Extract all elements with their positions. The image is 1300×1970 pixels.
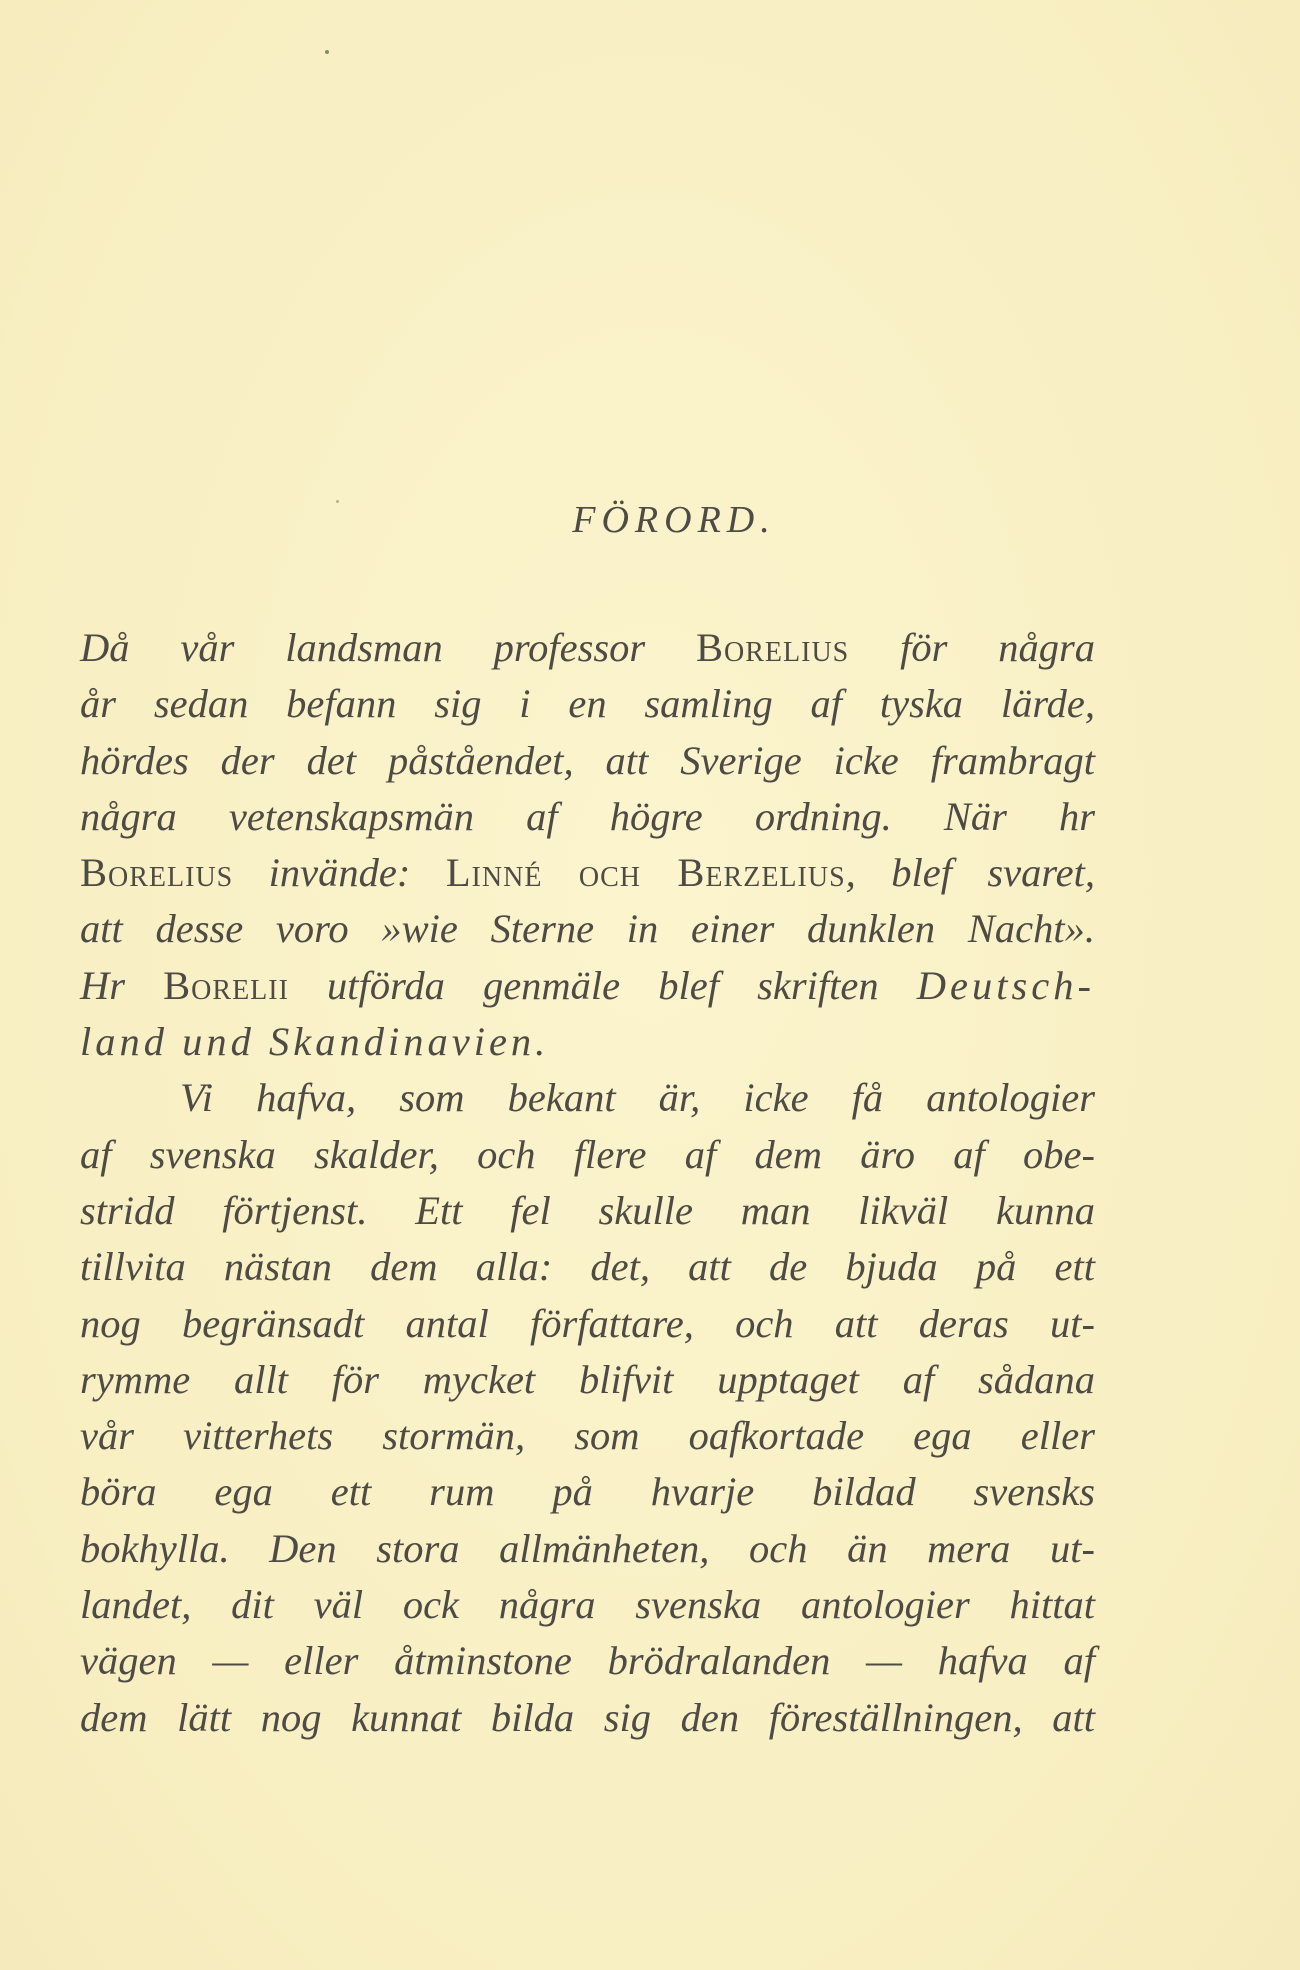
text-line <box>80 620 1095 676</box>
text-line <box>80 1014 1095 1070</box>
text-run: Då vår landsman professor <box>80 625 696 670</box>
text-line <box>80 845 1095 901</box>
text-run: af svenska skalder, och flere af dem äro af obe- <box>80 1131 1095 1177</box>
text-run: år sedan befann sig i en samling af tyska lärde, <box>80 681 1095 727</box>
text-line <box>80 1408 1095 1464</box>
text-run: Hr <box>80 962 164 1008</box>
text-run: Deutsch- <box>916 962 1095 1008</box>
text-run: böra ega ett rum på hvarje bildad svensks <box>80 1469 1095 1515</box>
text-line <box>80 733 1095 789</box>
text-run: tillvita nästan dem alla: det, att de bjuda på ett <box>80 1244 1095 1290</box>
small-caps-name: och <box>542 850 678 896</box>
text-line <box>80 1127 1095 1183</box>
text-run: hördes der det påståendet, att Sverige icke frambragt <box>80 737 1095 783</box>
text-line <box>80 1633 1095 1689</box>
text-run: bokhylla. Den stora allmänheten, och än mera ut- <box>80 1525 1095 1571</box>
text-line <box>80 1183 1095 1239</box>
text-line <box>80 958 1095 1014</box>
text-run: nog begränsadt antal författare, och att deras ut- <box>80 1300 1095 1346</box>
text-run: dem lätt nog kunnat bilda sig den föreställningen, att <box>80 1694 1095 1740</box>
text-line <box>80 901 1095 957</box>
text-line <box>80 1464 1095 1520</box>
preface-text <box>80 620 1095 1746</box>
text-line <box>80 676 1095 732</box>
text-run: invände: <box>233 850 446 896</box>
small-caps-name: Borelii <box>163 962 289 1008</box>
text-run: utförda genmäle blef skriften <box>288 962 917 1008</box>
text-line <box>80 789 1095 845</box>
text-run: stridd förtjenst. Ett fel skulle man likväl kunna <box>80 1187 1095 1233</box>
text-run: , blef svaret, <box>845 850 1095 896</box>
text-line <box>80 1239 1095 1295</box>
paragraph <box>80 620 1095 1070</box>
text-line <box>80 1577 1095 1633</box>
text-run: vår vitterhets stormän, som oafkortade ega eller <box>80 1413 1095 1459</box>
text-run: vägen — eller åtminstone brödralanden — hafva af <box>80 1638 1095 1684</box>
text-line <box>80 1352 1095 1408</box>
text-run: några vetenskapsmän af högre ordning. När hr <box>80 793 1095 839</box>
text-line <box>80 1296 1095 1352</box>
text-line <box>80 1521 1095 1577</box>
text-line <box>80 1070 1095 1126</box>
small-caps-name: Borelius <box>696 625 850 670</box>
text-run: land und Skandinavien. <box>80 1019 550 1065</box>
text-run: för några <box>849 625 1095 670</box>
small-caps-name: Linné <box>445 850 543 896</box>
page-heading: FÖRORD. <box>572 499 776 541</box>
text-line <box>80 1690 1095 1746</box>
text-run: landet, dit väl ock några svenska antologier hittat <box>80 1582 1095 1628</box>
print-speck <box>325 50 329 54</box>
small-caps-name: Borelius <box>80 850 234 896</box>
text-run: rymme allt för mycket blifvit upptaget af sådana <box>80 1356 1095 1402</box>
small-caps-name: Berzelius <box>677 850 846 896</box>
text-run: att desse voro »wie Sterne in einer dunklen Nacht». <box>80 906 1095 952</box>
paragraph <box>80 1070 1095 1746</box>
text-run: Vi hafva, som bekant är, icke få antologier <box>180 1075 1095 1121</box>
